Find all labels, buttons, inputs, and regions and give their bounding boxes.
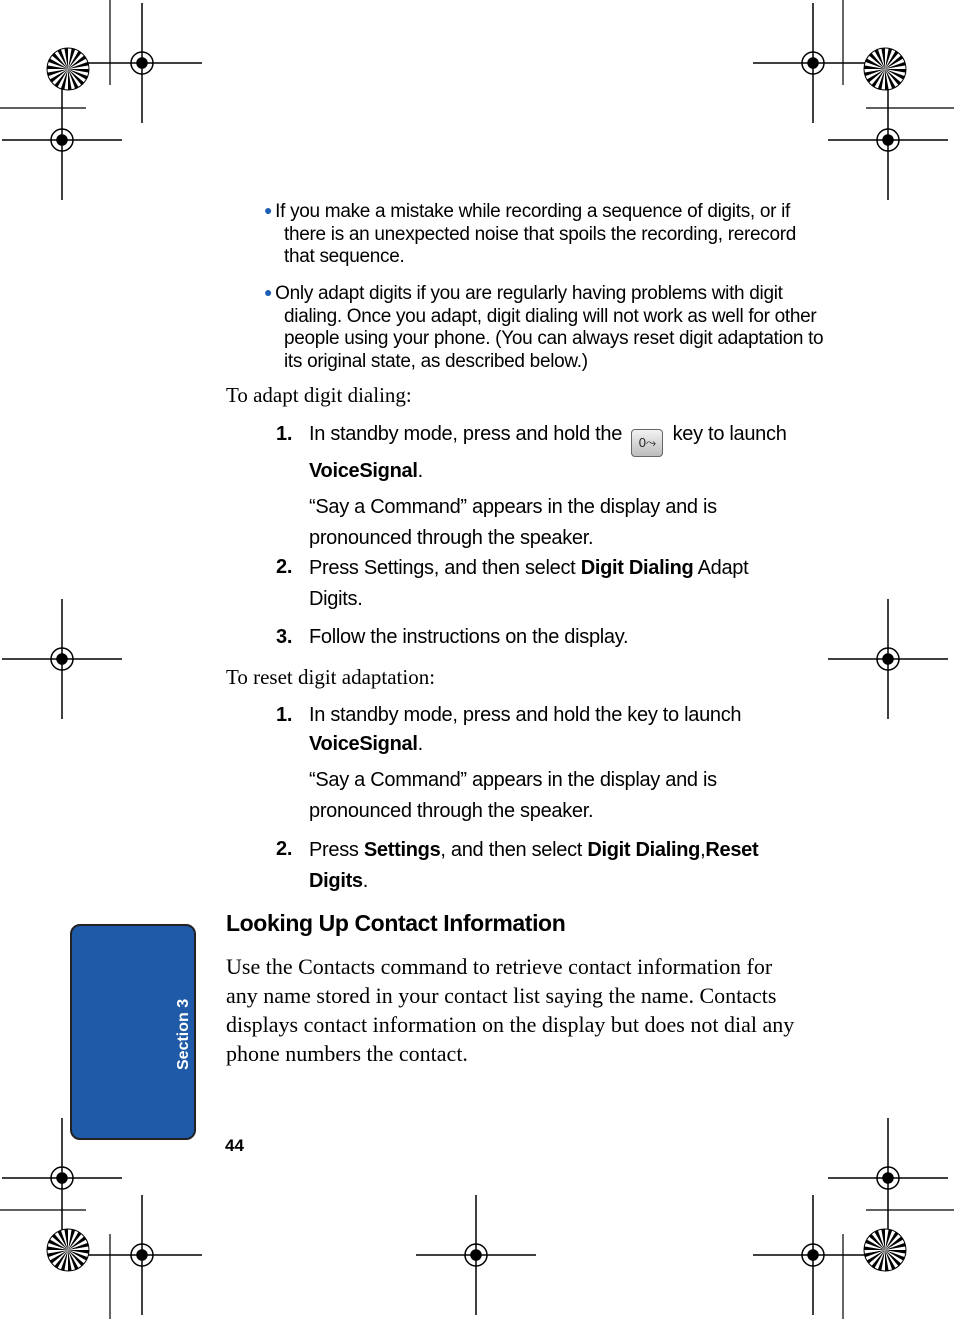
page-number: 44 (225, 1136, 244, 1155)
step-text: In standby mode, press and hold the key to launch (309, 704, 742, 726)
step-text: , and then select (440, 839, 583, 861)
section-paragraph: Use the Contacts command to retrieve contact information for any name stored in your contact list saying the name. Contacts displays contact information on the display but does not dial any phone numbers the contact. (226, 954, 795, 1066)
crosshair-mark-icon (82, 3, 202, 123)
reset-step-2: 2. Press Settings, and then select Digit Dialing,Reset Digits. (276, 835, 796, 897)
starburst-mark-icon (864, 1229, 906, 1271)
bullet-dot-icon: ● (264, 284, 273, 300)
starburst-mark-icon (47, 48, 89, 90)
section-heading: Looking Up Contact Information (226, 910, 566, 936)
adapt-step-2 (276, 553, 796, 615)
bullet-text: If you make a mistake while recording a sequence of digits, or if (275, 201, 791, 222)
step-number: 1. (276, 423, 293, 445)
step-number: 3. (276, 626, 293, 648)
step-text: key to launch (672, 423, 787, 445)
step-text: In standby mode, press and hold the (309, 423, 623, 445)
reset-digits-label: Reset Digits (309, 839, 759, 892)
bullet-text-continued: dialing. Once you adapt, digit dialing will not work as well for other people using your phone. (You can always reset digit adaptation to its original state, as described below.) (284, 305, 824, 372)
crosshair-mark-icon (753, 3, 873, 123)
crosshair-mark-icon (828, 599, 948, 719)
crosshair-mark-icon (2, 80, 122, 200)
step-number: 2. (276, 556, 293, 578)
voicesignal-label: VoiceSignal (309, 733, 418, 755)
bullet-item (264, 283, 824, 373)
crosshair-mark-icon (753, 1195, 873, 1315)
starburst-mark-icon (864, 48, 906, 90)
adapt-lead-text: To adapt digit dialing: (226, 383, 412, 407)
bullet-text: Only adapt digits if you are regularly having problems with digit (275, 283, 783, 304)
step-text: Press Settings, and then select (309, 557, 576, 579)
digit-dialing-label: Digit Dialing (587, 839, 701, 861)
step-text: Press (309, 839, 359, 861)
step-number: 1. (276, 704, 293, 726)
step-note: “Say a Command” appears in the display and is pronounced through the speaker. (309, 769, 717, 822)
bullet-item (264, 201, 824, 269)
step-text: Adapt Digits. (309, 557, 749, 610)
adapt-step-1: 1. In standby mode, press and hold the 0⤳ key to launch VoiceSignal. “Say a Command” appears in the display and is pronounced through the speaker. (276, 420, 796, 554)
digit-dialing-label: Digit Dialing (580, 557, 694, 579)
settings-label: Settings (363, 839, 441, 861)
crosshair-mark-icon (82, 1195, 202, 1315)
crosshair-mark-icon (2, 599, 122, 719)
starburst-mark-icon (47, 1229, 89, 1271)
crosshair-mark-icon (416, 1195, 536, 1315)
step-text: Follow the instructions on the display. (309, 626, 629, 648)
section-tab-label: Section 3 (175, 998, 192, 1070)
step-note: “Say a Command” appears in the display and is pronounced through the speaker. (309, 496, 717, 549)
voicesignal-label: VoiceSignal (309, 460, 418, 482)
adapt-step-3 (276, 623, 796, 652)
step-number: 2. (276, 838, 293, 860)
bullet-dot-icon: ● (264, 202, 273, 218)
bullet-text-continued: there is an unexpected noise that spoils the recording, rerecord that sequence. (284, 223, 797, 267)
voice-key-icon: 0⤳ (631, 429, 663, 457)
crosshair-mark-icon (828, 1118, 948, 1238)
crosshair-mark-icon (828, 80, 948, 200)
reset-step-1: 1. In standby mode, press and hold the key to launch VoiceSignal. “Say a Command” appears in the display and is pronounced through the speaker. (276, 701, 796, 827)
reset-lead-text: To reset digit adaptation: (226, 665, 436, 689)
